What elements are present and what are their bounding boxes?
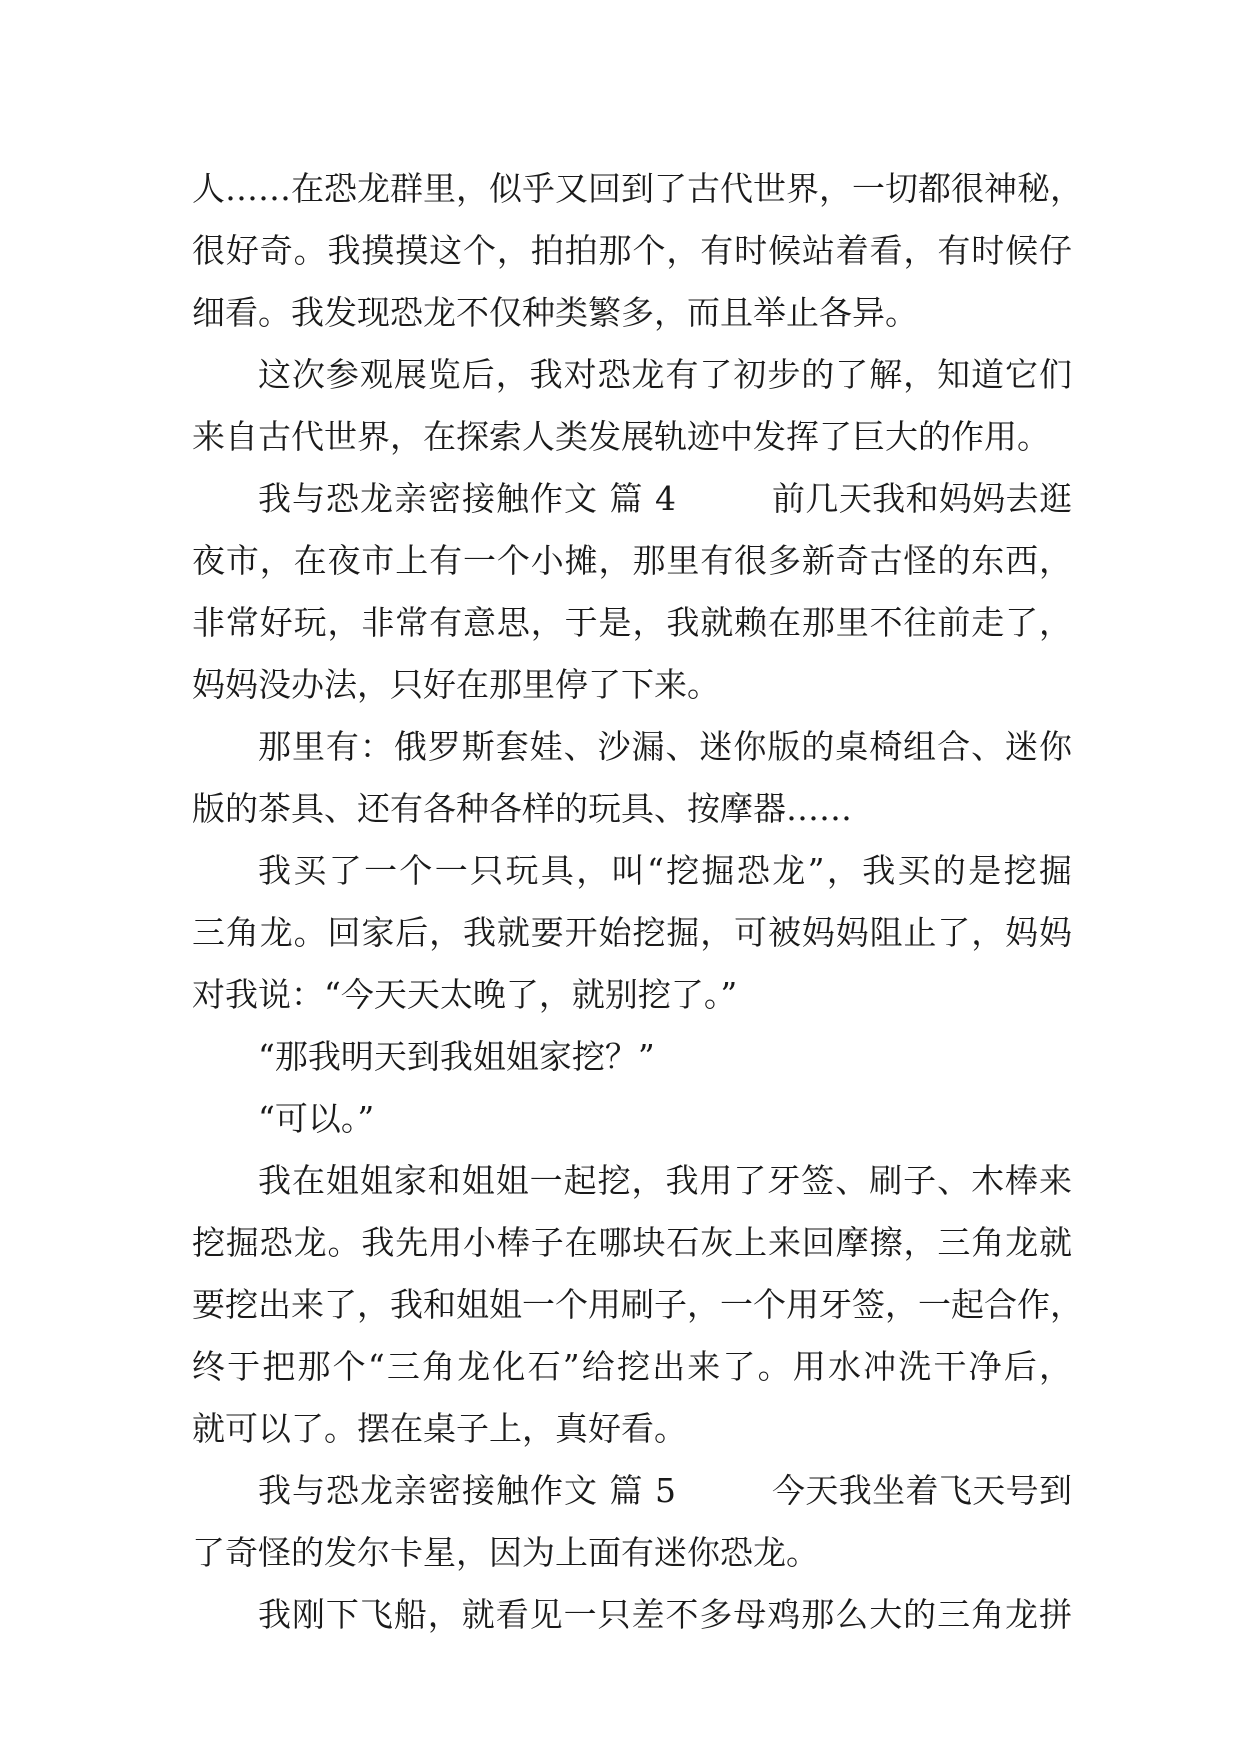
text-line: 这次参观展览后，我对恐龙有了初步的了解，知道它们 (258, 355, 1072, 394)
text-line: 来自古代世界，在探索人类发展轨迹中发挥了巨大的作用。 (192, 417, 1050, 456)
text-line: 我在姐姐家和姐姐一起挖，我用了牙签、刷子、木棒来 (258, 1161, 1072, 1200)
text-line: 了奇怪的发尔卡星，因为上面有迷你恐龙。 (192, 1533, 819, 1572)
text-line: 今天我坐着飞天号到 (772, 1471, 1072, 1510)
text-line: 对我说：“今天天太晚了，就别挖了。” (192, 975, 738, 1014)
text-line: 挖掘恐龙。我先用小棒子在哪块石灰上来回摩擦，三角龙就 (192, 1223, 1072, 1262)
document-body (192, 158, 1083, 1646)
text-line: 前几天我和妈妈去逛 (772, 479, 1072, 518)
section-title: 我与恐龙亲密接触作文 篇 4 (258, 479, 677, 518)
text-line: 三角龙。回家后，我就要开始挖掘，可被妈妈阻止了，妈妈 (192, 913, 1072, 952)
section-heading-5 (192, 1460, 1072, 1522)
text-line: 版的茶具、还有各种各样的玩具、按摩器…… (192, 789, 852, 828)
section-heading-4 (192, 468, 1072, 530)
text-line: 那里有：俄罗斯套娃、沙漏、迷你版的桌椅组合、迷你 (258, 727, 1072, 766)
text-line: 非常好玩，非常有意思，于是，我就赖在那里不往前走了， (192, 603, 1072, 642)
text-line: 人……在恐龙群里，似乎又回到了古代世界，一切都很神秘， (192, 169, 1083, 208)
text-line: 细看。我发现恐龙不仅种类繁多，而且举止各异。 (192, 293, 918, 332)
text-line: “可以。” (258, 1099, 375, 1138)
text-line: “那我明天到我姐姐家挖？” (258, 1037, 655, 1076)
text-line: 妈妈没办法，只好在那里停了下来。 (192, 665, 720, 704)
text-line: 我刚下飞船，就看见一只差不多母鸡那么大的三角龙拼 (258, 1595, 1072, 1634)
text-line: 终于把那个“三角龙化石”给挖出来了。用水冲洗干净后， (192, 1347, 1072, 1386)
text-line: 要挖出来了，我和姐姐一个用刷子，一个用牙签，一起合作， (192, 1285, 1083, 1324)
text-line: 我买了一个一只玩具，叫“挖掘恐龙”，我买的是挖掘 (258, 851, 1072, 890)
section-title: 我与恐龙亲密接触作文 篇 5 (258, 1471, 677, 1510)
text-line: 夜市，在夜市上有一个小摊，那里有很多新奇古怪的东西， (192, 541, 1072, 580)
text-line: 很好奇。我摸摸这个，拍拍那个，有时候站着看，有时候仔 (192, 231, 1072, 270)
text-line: 就可以了。摆在桌子上，真好看。 (192, 1409, 687, 1448)
